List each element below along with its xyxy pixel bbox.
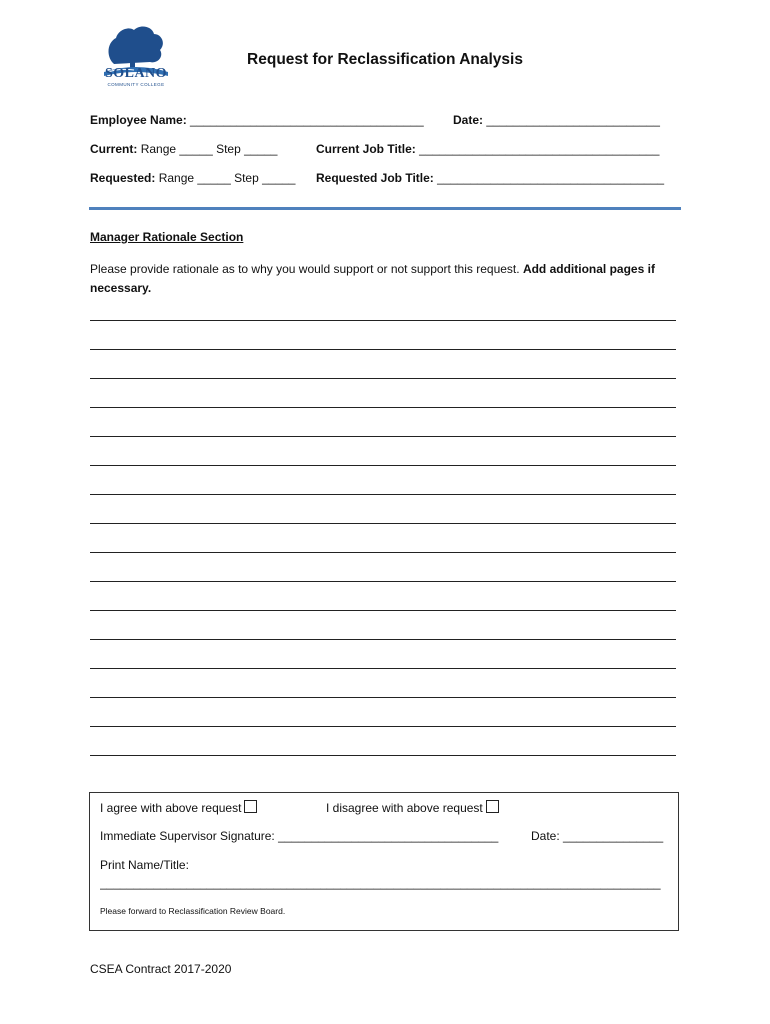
employee-name-field[interactable] — [90, 113, 424, 127]
rationale-line[interactable] — [90, 610, 676, 611]
rationale-line[interactable] — [90, 552, 676, 553]
date-blank[interactable]: __________________________ — [486, 113, 660, 127]
current-label: Current: — [90, 142, 138, 156]
supervisor-signature-field[interactable]: Immediate Supervisor Signature: _________________________________ — [100, 829, 499, 843]
print-name-label: Print Name/Title: — [100, 858, 189, 872]
forward-note: Please forward to Reclassification Review Board. — [100, 906, 286, 916]
employee-name-label: Employee Name: — [90, 113, 187, 127]
agree-option[interactable] — [100, 800, 257, 815]
rationale-line[interactable] — [90, 349, 676, 350]
requested-range-step-field[interactable] — [90, 171, 295, 185]
rationale-line[interactable] — [90, 639, 676, 640]
rationale-line[interactable] — [90, 726, 676, 727]
rationale-line[interactable] — [90, 320, 676, 321]
requested-job-title-label: Requested Job Title: — [316, 171, 434, 185]
current-job-title-label: Current Job Title: — [316, 142, 416, 156]
logo-name: SOLANO — [104, 66, 168, 81]
rationale-line[interactable] — [90, 436, 676, 437]
supervisor-date-field[interactable]: Date: _______________ — [531, 829, 664, 843]
requested-label: Requested: — [90, 171, 156, 185]
instruction-bold-text: Add additional pages if necessary. — [90, 262, 655, 295]
rationale-line[interactable] — [90, 494, 676, 495]
current-job-title-blank[interactable]: ____________________________________ — [419, 142, 660, 156]
print-name-blank[interactable]: ____________________________________________________________________________________ — [100, 876, 661, 890]
footer-contract: CSEA Contract 2017-2020 — [90, 962, 232, 976]
requested-job-title-field[interactable] — [316, 171, 664, 185]
disagree-option[interactable] — [326, 800, 499, 815]
rationale-line[interactable] — [90, 378, 676, 379]
current-range-step[interactable]: Range _____ Step _____ — [140, 142, 278, 156]
employee-name-blank[interactable]: ___________________________________ — [190, 113, 424, 127]
rationale-line[interactable] — [90, 581, 676, 582]
date-field[interactable] — [453, 113, 660, 127]
rationale-line[interactable] — [90, 523, 676, 524]
rationale-line[interactable] — [90, 407, 676, 408]
rationale-line[interactable] — [90, 697, 676, 698]
instruction-text: Please provide rationale as to why you would support or not support this request. — [90, 262, 520, 276]
requested-job-title-blank[interactable]: __________________________________ — [437, 171, 665, 185]
manager-instruction — [90, 260, 686, 298]
date-label: Date: — [453, 113, 484, 127]
requested-range-step[interactable]: Range _____ Step _____ — [158, 171, 296, 185]
rationale-line[interactable] — [90, 465, 676, 466]
rationale-line[interactable] — [90, 668, 676, 669]
page-title: Request for Reclassification Analysis — [247, 51, 523, 68]
section-divider — [89, 207, 681, 210]
agree-checkbox[interactable] — [244, 800, 257, 813]
logo-subtitle: COMMUNITY COLLEGE — [107, 82, 165, 87]
current-job-title-field[interactable] — [316, 142, 659, 156]
disagree-label: I disagree with above request — [326, 801, 483, 815]
rationale-line[interactable] — [90, 755, 676, 756]
current-range-step-field[interactable] — [90, 142, 277, 156]
manager-section-heading: Manager Rationale Section — [90, 230, 244, 244]
agree-label: I agree with above request — [100, 801, 242, 815]
disagree-checkbox[interactable] — [486, 800, 499, 813]
